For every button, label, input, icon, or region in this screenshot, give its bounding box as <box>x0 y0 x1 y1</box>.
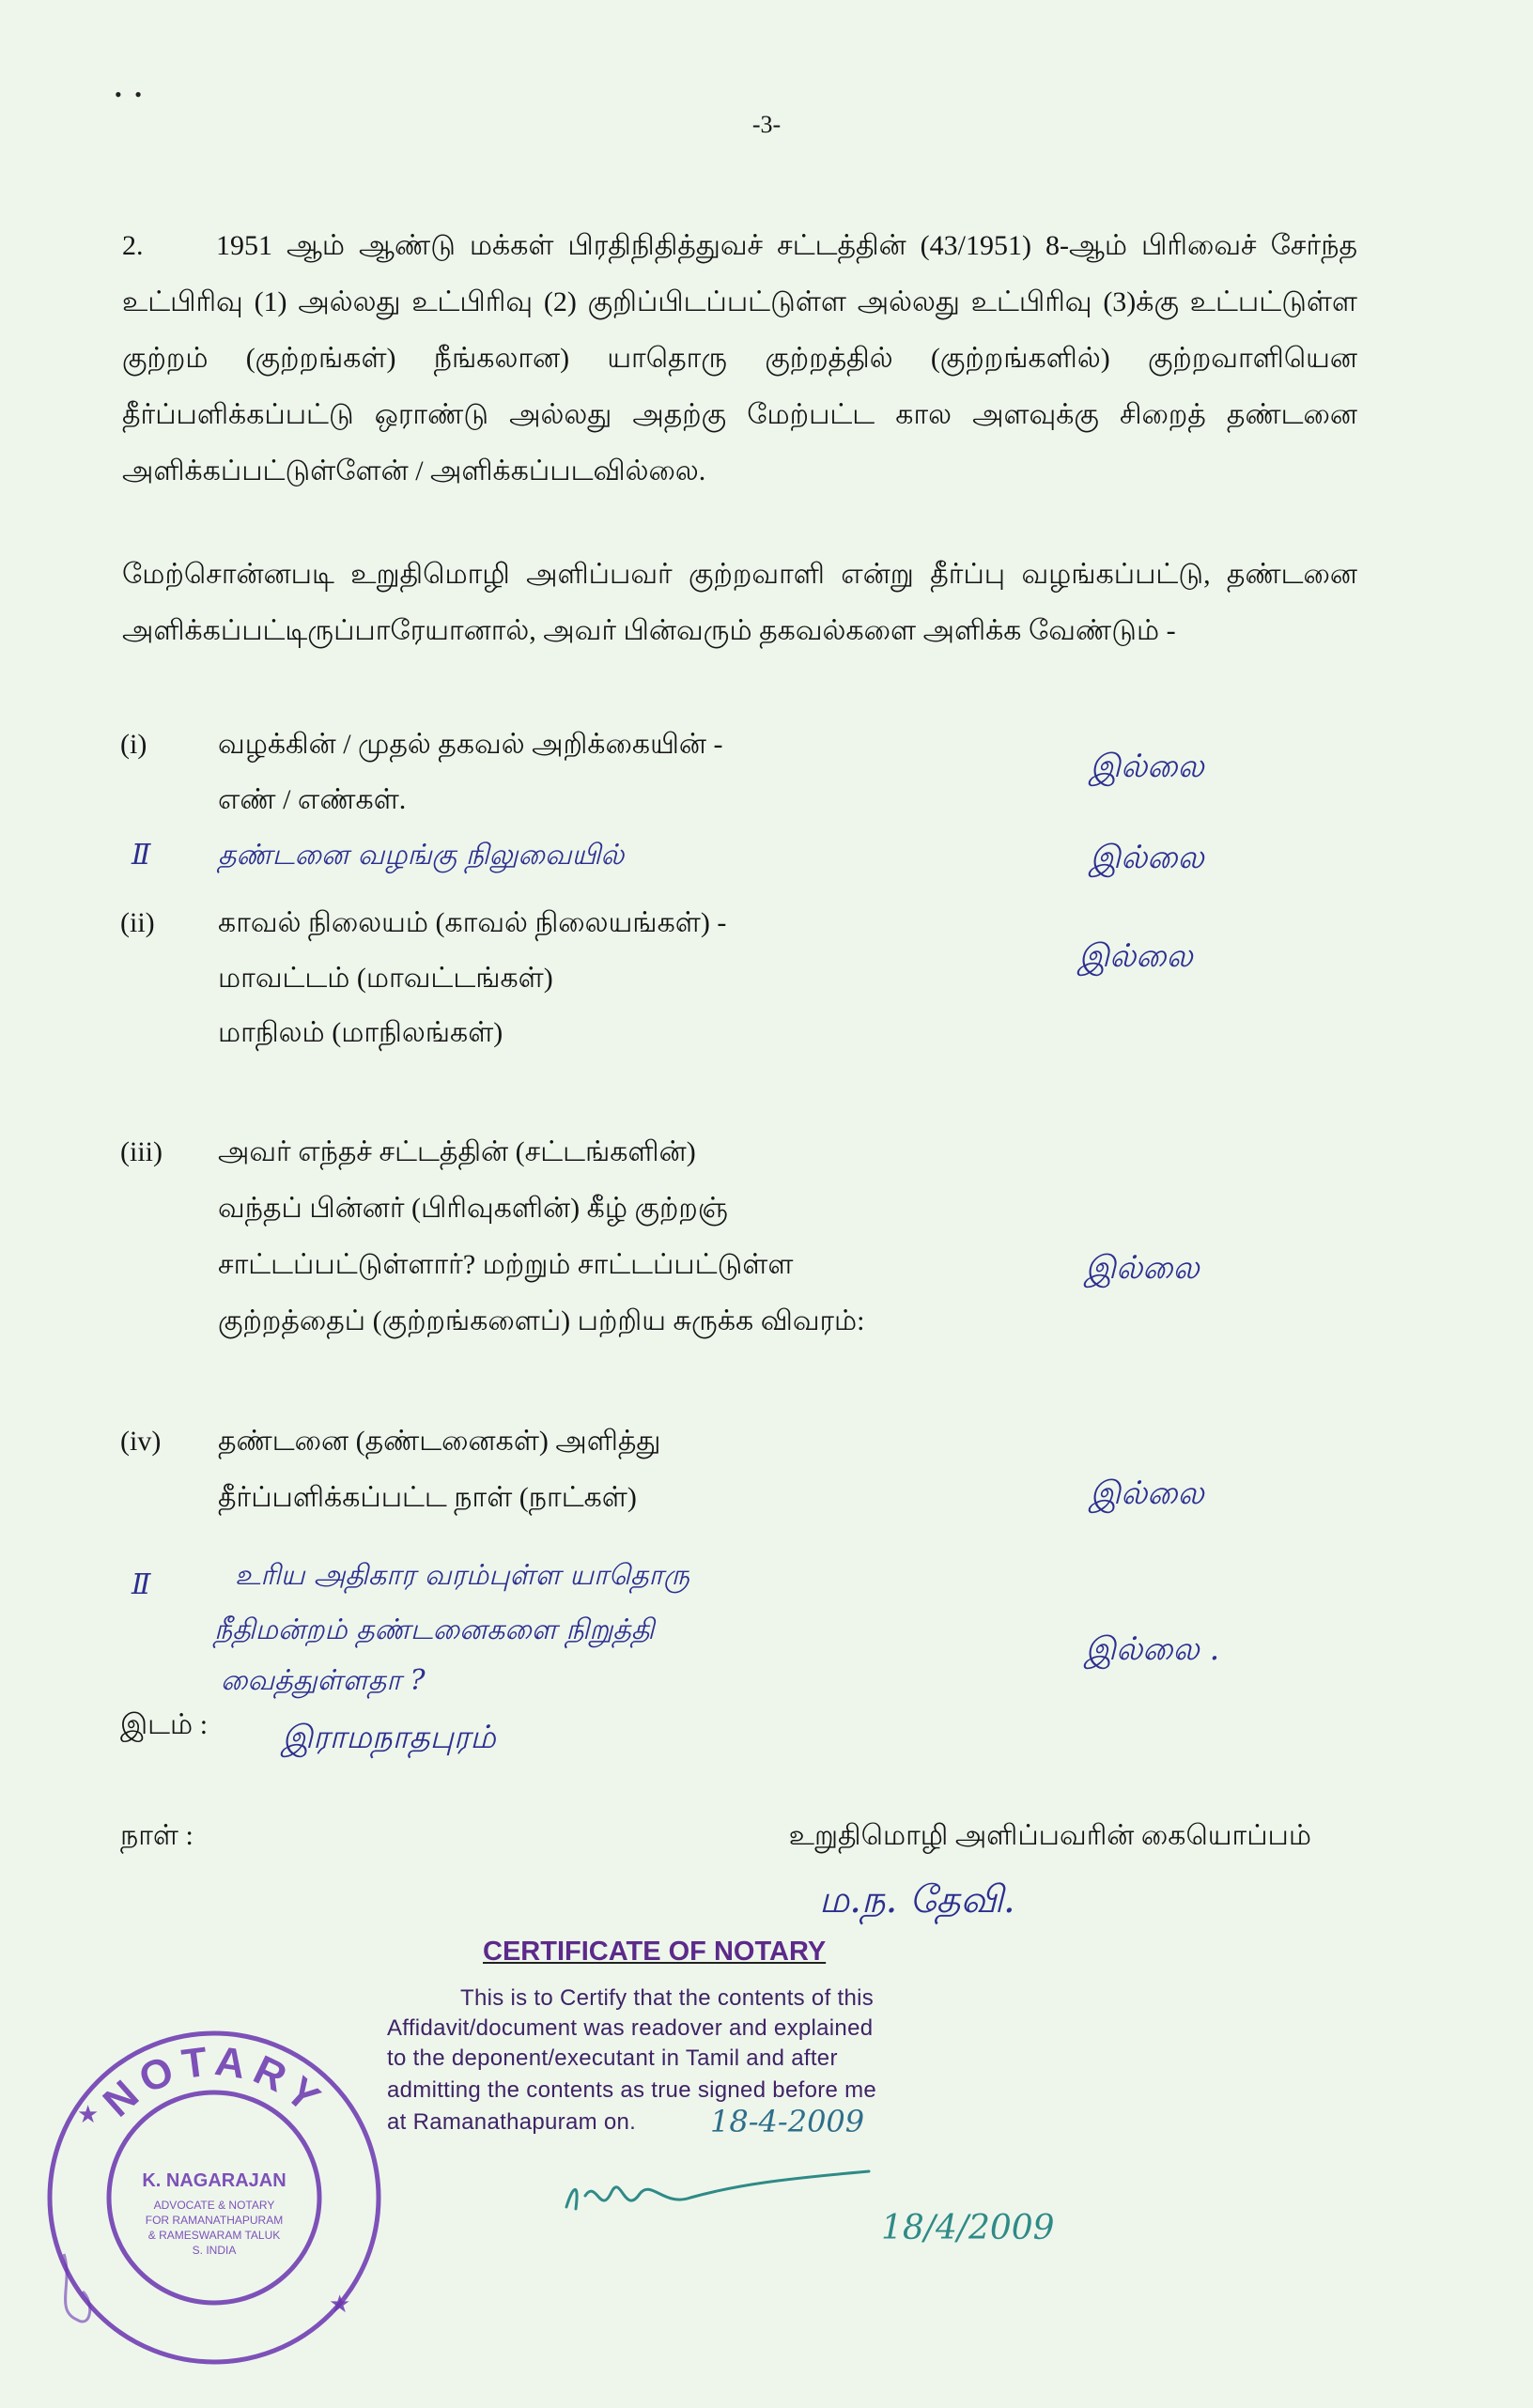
place-label: இடம் : <box>120 1709 209 1740</box>
svg-text:S. INDIA: S. INDIA <box>192 2244 237 2257</box>
item-i-answer: இல்லை <box>1090 748 1204 785</box>
certificate-line-2: Affidavit/document was readover and explained <box>387 2015 874 2041</box>
certificate-written-date: 18-4-2009 <box>710 2104 865 2139</box>
item-iv-line-2: தீர்ப்பளிக்கப்பட்ட நாள் (நாட்கள்) <box>218 1482 637 1513</box>
extra-note-1-marker: Ⅱ <box>132 839 151 872</box>
extra-note-2-answer: இல்லை . <box>1085 1630 1220 1668</box>
item-iv-line-1: தண்டனை (தண்டனைகள்) அளித்து <box>218 1426 661 1457</box>
date-label: நாள் : <box>120 1820 194 1851</box>
extra-note-1-answer: இல்லை <box>1090 839 1204 876</box>
deponent-signature: ம.ந. தேவி. <box>819 1878 1015 1922</box>
svg-text:& RAMESWARAM TALUK: & RAMESWARAM TALUK <box>147 2229 281 2242</box>
certificate-line-4: admitting the contents as true signed before me <box>387 2077 877 2103</box>
dust-marks: • • <box>115 83 146 106</box>
item-ii-answer: இல்லை <box>1078 937 1193 975</box>
notary-signature-date: 18/4/2009 <box>881 2209 1055 2247</box>
item-ii-marker: (ii) <box>120 907 155 938</box>
place-value: இராமநாதபுரம் <box>282 1719 496 1756</box>
svg-text:FOR RAMANATHAPURAM: FOR RAMANATHAPURAM <box>145 2214 284 2227</box>
item-iii-line-3: சாட்டப்பட்டுள்ளார்? மற்றும் சாட்டப்பட்டுள்ள <box>218 1249 794 1280</box>
signature-label: உறுதிமொழி அளிப்பவரின் கையொப்பம் <box>788 1820 1311 1851</box>
item-iii-answer: இல்லை <box>1085 1249 1200 1287</box>
item-ii-line-1: காவல் நிலையம் (காவல் நிலையங்கள்) - <box>218 907 727 938</box>
intro-paragraph: மேற்சொன்னபடி உறுதிமொழி அளிப்பவர் குற்றவாளி என்று தீர்ப்பு வழங்கப்பட்டு, தண்டனை அளிக்கப்பட்டிருப்பாரேயானால், அவர் பின்வரும் தகவல்களை அளிக்க வேண்டும் - <box>122 559 1357 646</box>
svg-text:★: ★ <box>329 2291 351 2318</box>
page-number: -3- <box>751 111 782 138</box>
certificate-title: CERTIFICATE OF NOTARY <box>483 1937 827 1967</box>
notary-stamp <box>36 2019 393 2376</box>
extra-note-1-text: தண்டனை வழங்கு நிலுவையில் <box>218 839 625 872</box>
item-iii-line-4: குற்றத்தைப் (குற்றங்களைப்) பற்றிய சுருக்க விவரம்: <box>218 1305 865 1336</box>
item-iv-marker: (iv) <box>120 1426 162 1457</box>
section-2-text: 1951 ஆம் ஆண்டு மக்கள் பிரதிநிதித்துவச் சட்டத்தின் (43/1951) 8-ஆம் பிரிவைச் சேர்ந்த உட்பிரிவு (1) அல்லது உட்பிரிவு (2) குறிப்பிடப்பட்டுள்ள அல்லது உட்பிரிவு (3)க்கு உட்பட்டுள்ள குற்றம் (குற்றங்கள்) நீங்கலான) யாதொரு குற்றத்தில் (குற்றங்களில்) குற்றவாளியென தீர்ப்பளிக்கப்பட்டு ஒராண்டு அல்லது அதற்கு மேற்பட்ட கால அளவுக்கு சிறைத் தண்டனை அளிக்கப்பட்டுள்ளேன் / அளிக்கப்படவில்லை. <box>122 230 1357 486</box>
certificate-line-3: to the deponent/executant in Tamil and after <box>387 2045 838 2071</box>
item-ii-line-2: மாவட்டம் (மாவட்டங்கள்) <box>218 963 553 994</box>
extra-note-2-line-1: உரிய அதிகார வரம்புள்ள யாதொரு <box>235 1559 689 1592</box>
item-i-marker: (i) <box>120 729 147 760</box>
svg-text:K. NAGARAJAN: K. NAGARAJAN <box>142 2170 286 2191</box>
extra-note-2-marker: Ⅱ <box>132 1568 151 1601</box>
item-iii-line-2: வந்தப் பின்னர் (பிரிவுகளின்) கீழ் குற்றஞ் <box>218 1193 729 1224</box>
section-number: 2. <box>122 230 144 261</box>
certificate-line-1: This is to Certify that the contents of this <box>460 1985 875 2011</box>
certificate-line-5: at Ramanathapuram on. <box>387 2109 637 2135</box>
item-i-line-2: எண் / எண்கள். <box>218 784 407 815</box>
svg-text:NOTARY: NOTARY <box>94 2037 334 2126</box>
extra-note-2-line-3: வைத்துள்ளதா ? <box>221 1664 426 1697</box>
item-iii-marker: (iii) <box>120 1136 163 1167</box>
item-ii-line-3: மாநிலம் (மாநிலங்கள்) <box>218 1017 503 1048</box>
item-iv-answer: இல்லை <box>1090 1474 1204 1512</box>
svg-text:★: ★ <box>77 2101 100 2128</box>
item-i-line-1: வழக்கின் / முதல் தகவல் அறிக்கையின் - <box>218 729 723 760</box>
item-iii-line-1: அவர் எந்தச் சட்டத்தின் (சட்டங்களின்) <box>218 1136 696 1167</box>
svg-text:ADVOCATE & NOTARY: ADVOCATE & NOTARY <box>153 2199 275 2212</box>
extra-note-2-line-2: நீதிமன்றம் தண்டனைகளை நிறுத்தி <box>214 1613 655 1646</box>
notary-signature <box>559 2151 878 2235</box>
section-2-paragraph <box>122 218 1357 500</box>
